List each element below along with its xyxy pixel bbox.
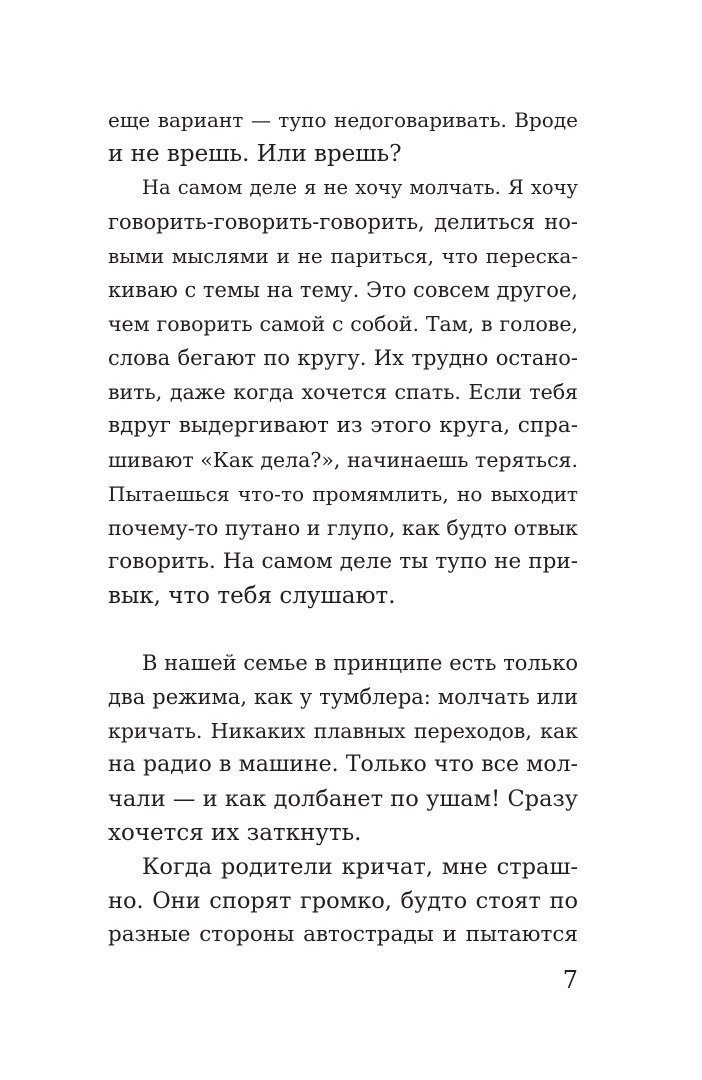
text-line: хочется их заткнуть. xyxy=(108,820,362,846)
text-line: Когда родители кричат, мне страш- xyxy=(142,854,578,880)
text-line: говорить-говорить-говорить, делиться но- xyxy=(108,210,578,234)
text-line: вдруг выдергивают из этого круга, спра- xyxy=(108,413,578,438)
text-line: еще вариант — тупо недоговаривать. Вроде xyxy=(108,108,578,132)
text-line: вить, даже когда хочется спать. Если тебя xyxy=(108,380,578,404)
text-line: вык, что тебя слушают. xyxy=(108,583,396,609)
text-line: выми мыслями и не париться, что переска- xyxy=(108,244,578,268)
text-line: кричать. Никаких плавных переходов, как xyxy=(108,719,578,743)
paragraph-2 xyxy=(108,171,578,613)
text-line: разные стороны автострады и пытаются xyxy=(108,922,578,947)
text-line: Пытаешься что-то промямлить, но выходит xyxy=(108,482,578,506)
text-line: два режима, как у тумблера: молчать или xyxy=(108,685,578,709)
text-line: говорить. На самом деле ты тупо не при- xyxy=(108,549,578,574)
text-line: чем говорить самой с собой. Там, в голове, xyxy=(108,312,578,336)
paragraph-3 xyxy=(108,646,578,850)
page-number: 7 xyxy=(562,966,578,994)
text-line: На самом деле я не хочу молчать. Я хочу xyxy=(142,176,578,199)
text-line: шивают «Как дела?», начинаешь теряться. xyxy=(108,448,578,472)
text-line: но. Они спорят громко, будто стоят по xyxy=(108,888,578,914)
text-line: на радио в машине. Только что все мол- xyxy=(108,752,578,777)
text-line: почему-то путано и глупо, как будто отвык xyxy=(108,516,578,540)
paragraph-1 xyxy=(108,103,578,171)
text-line: В нашей семье в принципе есть только xyxy=(142,651,578,675)
text-line: киваю с темы на тему. Это совсем другое, xyxy=(108,278,578,302)
text-line: и не врешь. Или врешь? xyxy=(108,141,402,167)
paragraph-4 xyxy=(108,850,578,952)
text-line: слова бегают по кругу. Их трудно остано- xyxy=(108,346,578,370)
text-line: чали — и как долбанет по ушам! Сразу xyxy=(108,786,578,812)
